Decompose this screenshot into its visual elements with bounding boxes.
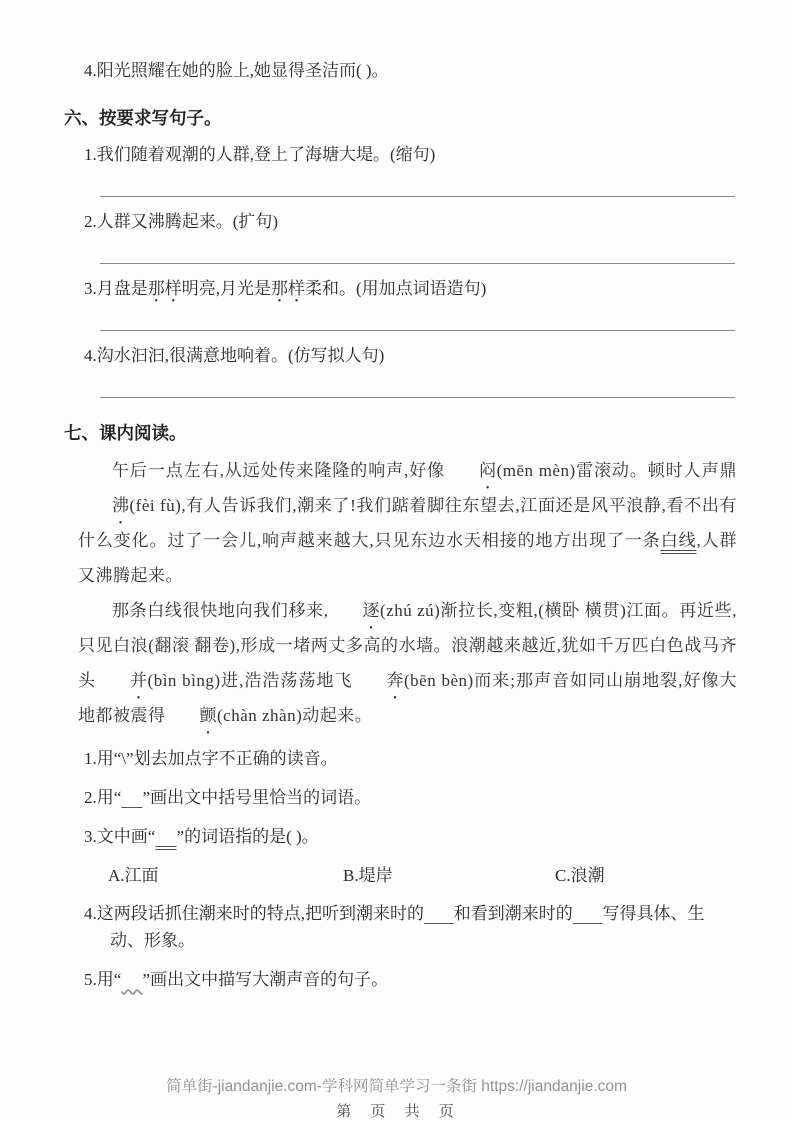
section6-item-2: 2.人群又沸腾起来。(扩句)	[84, 212, 279, 231]
section7-title: 七、课内阅读。	[64, 423, 187, 443]
option-b: B.堤岸	[343, 866, 393, 885]
section6-item-1: 1.我们随着观潮的人群,登上了海塘大堤。(缩句)	[84, 145, 436, 164]
question-2: 2.用“ ”画出文中括号里恰当的词语。	[84, 788, 372, 807]
watermark-text: 简单街-jiandanjie.com-学科网简单学习一条街 https://jiandanjie.com	[166, 1078, 627, 1095]
option-c: C.浪潮	[555, 866, 605, 885]
answer-line-2	[100, 263, 735, 264]
question-5: 5.用“ ”画出文中描写大潮声音的句子。	[84, 970, 389, 989]
answer-line-4	[100, 397, 735, 398]
question-3: 3.文中画“ ”的词语指的是( )。	[84, 827, 319, 846]
passage-paragraph-1: 午后一点左右,从远处传来隆隆的响声,好像 闷(mēn mèn)雷滚动。顿时人声鼎沸(fèi fù),有人告诉我们,潮来了!我们踮着脚往东望去,江面还是风平浪静,看不出有什么变化。过了一会儿,响声越来越大,只见东边水天相接的地方出现了一条白线,人群又沸腾起来。	[78, 461, 738, 585]
question-1: 1.用“\”划去加点字不正确的读音。	[84, 749, 338, 768]
reading-passage	[64, 453, 737, 733]
section6-item-4: 4.沟水汩汩,很满意地响着。(仿写拟人句)	[84, 346, 385, 365]
question-3-options	[108, 863, 737, 888]
section6-title: 六、按要求写句子。	[64, 108, 222, 128]
page-number-label: 第 页 共 页	[336, 1103, 457, 1120]
answer-line-3	[100, 330, 735, 331]
section6-item-3: 3.月盘是那样明亮,月光是那样柔和。(用加点词语造句)	[84, 279, 487, 298]
option-a: A.江面	[108, 866, 159, 885]
question-4: 4.这两段话抓住潮来时的特点,把听到潮来时的 和看到潮来时的 写得具体、生动、形象。	[84, 904, 705, 950]
passage-paragraph-2: 那条白线很快地向我们移来, 逐(zhú zú)渐拉长,变粗,(横卧 横贯)江面。再近些,只见白浪(翻滚 翻卷),形成一堵两丈多高的水墙。浪潮越来越近,犹如千万匹白色战马齐头 并(bìn bìng)进,浩浩荡荡地飞 奔(bēn bèn)而来;那声音如同山崩地裂,好像大地都被震得 颤(chàn zhàn)动起来。	[78, 601, 738, 725]
section5-item-4: 4.阳光照耀在她的脸上,她显得圣洁而( )。	[84, 61, 389, 80]
answer-line-1	[100, 196, 735, 197]
